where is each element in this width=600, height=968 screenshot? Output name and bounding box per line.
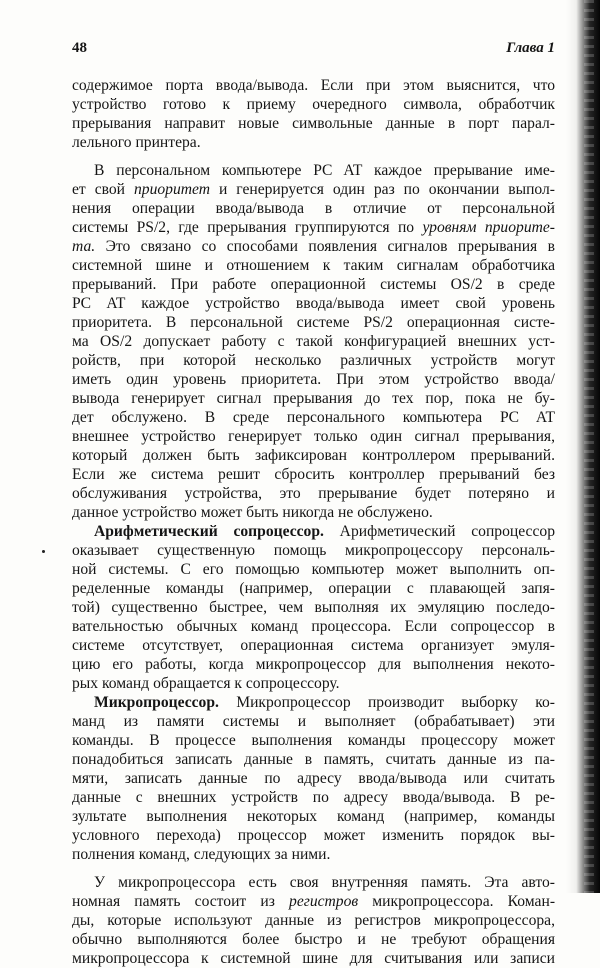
text-line-with-italic	[72, 218, 555, 237]
scan-shadow-edge	[566, 0, 600, 893]
text-line-with-heading	[72, 693, 555, 712]
print-speck	[42, 550, 45, 553]
text-line: обычно выполняются более быстро и не требуют обращения	[72, 931, 555, 948]
body-text	[72, 76, 555, 968]
text-line: вывода генерирует сигнал прерывания до тех пор, пока не бу-	[72, 390, 555, 407]
text-line: ройств, при которой несколько различных устройств могут	[72, 352, 555, 369]
text-line: рых команд обращается к сопроцессору.	[72, 675, 340, 692]
paragraph-pc-at-interrupts	[72, 161, 555, 522]
text-line-with-italic	[72, 892, 555, 911]
text-line: зультате выполнения некоторых команд (например, команды	[72, 808, 555, 825]
text-line: иметь один уровень приоритета. При этом устройство ввода/	[72, 371, 555, 388]
paragraph-registers	[72, 873, 555, 968]
text-line: данное устройство может быть никогда не обслужено.	[72, 504, 433, 521]
text-line: содержимое порта ввода/вывода. Если при этом выяснится, что	[72, 77, 555, 94]
text-line: устройство готово к приему очередного символа, обработчик	[72, 96, 555, 113]
text-run: ет свой	[72, 181, 134, 198]
text-line-with-heading	[72, 522, 555, 541]
page-header	[72, 40, 555, 62]
text-line: системе отсутствует, операционная система организует эмуля-	[72, 637, 555, 654]
text-line: PC AT каждое устройство ввода/вывода имеет свой уровень	[72, 295, 555, 312]
text-line: полнения команд, следующих за ними.	[72, 846, 331, 863]
text-run: Арифметический сопроцессор	[323, 523, 555, 540]
italic-term: уровням приорите-	[422, 219, 555, 236]
paragraph-coprocessor	[72, 522, 555, 693]
scan-edge-texture	[584, 0, 594, 893]
text-run: микропроцессора. Коман-	[358, 893, 556, 910]
page-number: 48	[72, 40, 87, 56]
run-in-heading-coprocessor: Арифметический сопроцессор.	[94, 523, 324, 540]
text-line: условного перехода) процессор может изменить порядок вы-	[72, 827, 555, 844]
paragraph-continuation	[72, 76, 555, 152]
text-line: нения операции ввода/вывода в отличие от персональной	[72, 200, 555, 217]
text-line: данные с внешних устройств по адресу ввода/вывода. В ре-	[72, 789, 555, 806]
text-run: системы PS/2, где прерывания группируются по	[72, 219, 423, 236]
text-run: номная память состоит из	[72, 893, 290, 910]
text-line-with-italic	[72, 237, 555, 256]
text-line: прерываний. При работе операционной системы OS/2 в среде	[72, 276, 555, 293]
text-run: и генерируется один раз по окончании выпол-	[210, 181, 555, 198]
text-line: приоритета. В персональной системе PS/2 операционная систе-	[72, 314, 555, 331]
text-line: вательностью обычных команд процессора. Если сопроцессор в	[72, 618, 555, 635]
text-line: прерывания направит новые символьные данные в порт парал-	[72, 115, 555, 132]
chapter-title: Глава 1	[506, 40, 555, 56]
text-line: У микропроцессора есть своя внутренняя память. Эта авто-	[94, 874, 555, 891]
paragraph-microprocessor	[72, 693, 555, 864]
text-line: ределенные команды (например, операции с плавающей запя-	[72, 580, 555, 597]
text-line: ной системы. С его помощью компьютер может выполнить оп-	[72, 561, 555, 578]
text-line: который должен быть зафиксирован контроллером прерываний.	[72, 447, 555, 464]
text-line: обслуживания устройства, это прерывание будет потеряно и	[72, 485, 555, 502]
text-line: команды. В процессе выполнения команды процессору может	[72, 732, 555, 749]
text-line: дет обслужено. В среде персонального компьютера PC AT	[72, 409, 555, 426]
text-line: лельного принтера.	[72, 134, 201, 151]
text-run: Это связано со способами появления сигналов прерывания в	[95, 238, 555, 255]
text-line: ма OS/2 допускает работу с такой конфигурацией внешних уст-	[72, 333, 555, 350]
text-line: той) существенно быстрее, чем выполняя их эмуляцию последо-	[72, 599, 555, 616]
text-line: В персональном компьютере PC AT каждое прерывание име-	[94, 162, 555, 179]
text-line: ды, которые используют данные из регистров микропроцессора,	[72, 912, 555, 929]
text-line: оказывает существенную помощь микропроцессору персональ-	[72, 542, 555, 559]
italic-term: та.	[72, 238, 96, 255]
text-line: внешнее устройство генерирует только один сигнал прерывания,	[72, 428, 555, 445]
italic-term: регистров	[289, 893, 359, 910]
text-line-with-italic	[72, 180, 555, 199]
run-in-heading-microprocessor: Микропроцессор.	[94, 694, 219, 711]
text-run: Микропроцессор производит выборку ко-	[218, 694, 555, 711]
text-line: системной шине и отношением к таким сигналам обработчика	[72, 257, 555, 274]
text-line: манд из памяти системы и выполняет (обрабатывает) эти	[72, 713, 555, 730]
text-line: цию его работы, когда микропроцессор для выполнения некото-	[72, 656, 555, 673]
text-line: микропроцессора к системной шине для считывания или записи	[72, 950, 555, 967]
italic-term: приоритет	[133, 181, 210, 198]
text-line: понадобиться записать данные в память, считать данные из па-	[72, 751, 555, 768]
text-line: Если же система решит сбросить контроллер прерываний без	[72, 466, 555, 483]
text-line: мяти, записать данные по адресу ввода/вывода или считать	[72, 770, 555, 787]
